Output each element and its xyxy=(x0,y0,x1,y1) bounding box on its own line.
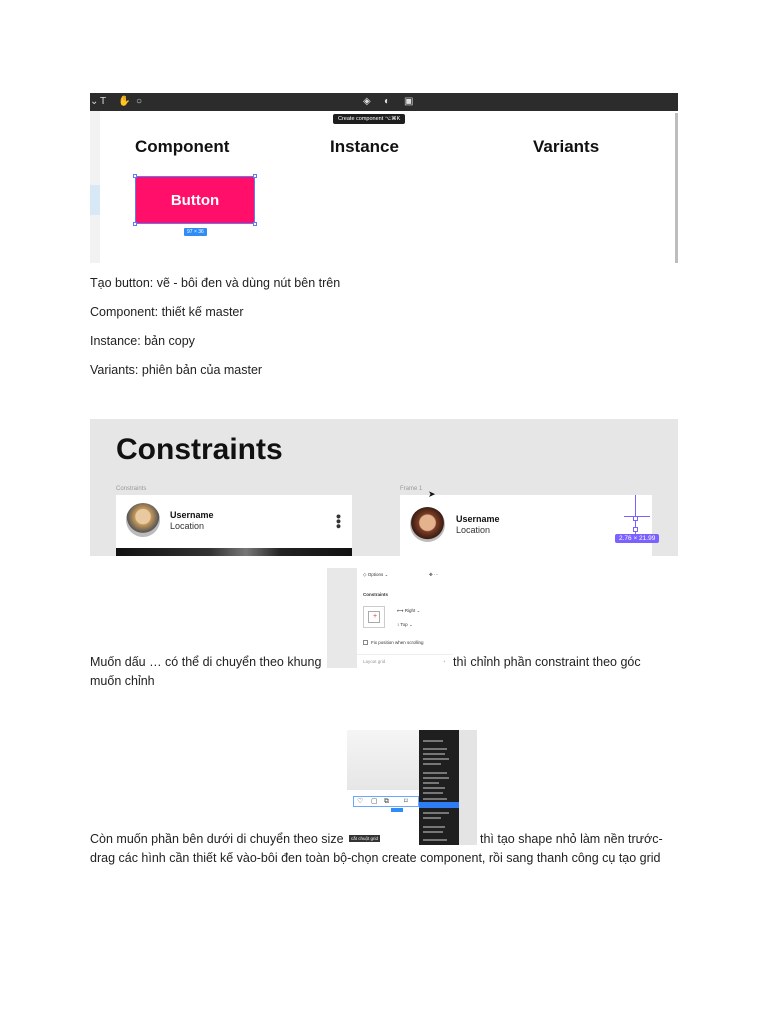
menu-item xyxy=(423,831,443,833)
fix-position-label: Fix position when scrolling xyxy=(371,640,424,645)
share-icon: ⧉ xyxy=(384,798,389,805)
settings-icon: ✥ ··· xyxy=(429,572,439,577)
menu-item xyxy=(423,839,447,841)
menu-item xyxy=(423,753,445,755)
create-component-tooltip: Create component ⌥⌘K xyxy=(333,114,405,124)
menu-item xyxy=(423,758,449,760)
avatar xyxy=(126,503,160,537)
divider xyxy=(357,654,453,655)
menu-item xyxy=(423,763,441,765)
square-icon: ▢ xyxy=(371,798,378,805)
options-header-label: Options xyxy=(367,572,384,577)
instance-heading: Instance xyxy=(330,137,399,156)
selection-handle xyxy=(253,174,257,178)
paragraph-component: Component: thiết kế master xyxy=(90,305,244,319)
tool-row xyxy=(353,796,419,807)
right-frame-label: Frame 1 xyxy=(400,486,423,492)
figma-toolbar xyxy=(90,93,678,111)
selection-label xyxy=(391,808,403,812)
left-frame-label: Constraints xyxy=(116,486,147,492)
fix-position-checkbox xyxy=(363,640,368,645)
add-icon: + xyxy=(443,659,446,664)
right-username: Username xyxy=(456,514,500,524)
panel-side xyxy=(327,568,357,668)
mask-icon: ◐ xyxy=(384,96,391,107)
selection-handle xyxy=(633,527,638,532)
menu-item xyxy=(423,782,439,784)
avatar xyxy=(410,507,445,542)
paragraph-constraint-before: Muốn dấu … có thể di chuyển theo khung xyxy=(90,655,322,669)
dark-image-strip xyxy=(116,548,352,556)
chevron-icon: ⌄ xyxy=(90,96,99,107)
component-icon: ◈ xyxy=(363,96,371,107)
vertical-constraint: ↕ Top ⌄ xyxy=(397,622,413,627)
menu-item xyxy=(423,772,447,774)
right-location: Location xyxy=(456,525,491,535)
paragraph-grid-line2: drag các hình cần thiết kế vào-bôi đen toàn bộ-chọn create component, rồi sang thanh công cụ tạo grid xyxy=(90,851,661,865)
scrollbar xyxy=(675,113,678,263)
menu-item xyxy=(423,826,445,828)
component-heading: Component xyxy=(135,137,230,156)
bottom-label: cắt chuột grid xyxy=(351,836,379,841)
variants-heading: Variants xyxy=(533,137,600,156)
options-header: ◇ Options ⌄ xyxy=(363,572,389,577)
menu-item xyxy=(423,792,443,794)
constraint-plus-icon: + xyxy=(373,613,378,620)
constraints-section: Constraints xyxy=(363,592,389,597)
paragraph-instance: Instance: bản copy xyxy=(90,334,195,348)
menu-item xyxy=(423,748,447,750)
selection-handle xyxy=(133,222,137,226)
layout-grid-label: Layout grid xyxy=(363,659,386,664)
left-username: Username xyxy=(170,510,214,520)
constraints-title: Constraints xyxy=(116,433,283,466)
left-panel-selection xyxy=(90,185,100,215)
menu-item xyxy=(423,777,449,779)
demo-button: Button xyxy=(135,176,255,224)
comment-icon: ○ xyxy=(136,96,143,107)
measure-badge: 2.76 × 21.99 xyxy=(615,534,659,543)
menu-item xyxy=(423,812,449,814)
heart-icon: ♡ xyxy=(357,798,364,805)
left-location: Location xyxy=(170,521,205,531)
menu-item xyxy=(423,740,443,742)
options-panel-screenshot xyxy=(327,568,453,668)
paragraph-variants: Variants: phiên bản của master xyxy=(90,363,263,377)
horizontal-constraint: ⟷ Right ⌄ xyxy=(397,608,421,613)
dimension-badge: 97 × 36 xyxy=(184,228,207,236)
menu-item xyxy=(423,787,445,789)
selection-handle xyxy=(133,174,137,178)
context-menu-screenshot xyxy=(347,730,477,845)
paragraph-grid-after: thì tạo shape nhỏ làm nền trước- xyxy=(480,832,663,846)
vertical-value: Top xyxy=(400,622,408,627)
menu-item xyxy=(423,798,447,800)
text-tool-icon: T xyxy=(100,96,107,107)
hand-tool-icon: ✋ xyxy=(118,96,131,107)
paragraph-constraint-after: thì chỉnh phần constraint theo góc xyxy=(453,655,641,669)
cursor-icon: ➤ xyxy=(428,489,436,499)
menu-item xyxy=(423,817,441,819)
bookmark-icon: ⌑ xyxy=(404,798,408,805)
horizontal-value: Right xyxy=(404,608,416,613)
selection-handle xyxy=(253,222,257,226)
paragraph-create-button: Tạo button: vẽ - bôi đen và dùng nút bên trên xyxy=(90,276,341,290)
paragraph-grid-before: Còn muốn phần bên dưới di chuyển theo size xyxy=(90,832,344,846)
more-icon: ••• xyxy=(331,514,347,529)
constraints-screenshot xyxy=(90,419,678,556)
component-screenshot xyxy=(90,93,678,263)
paragraph-constraint-line2: muốn chỉnh xyxy=(90,674,155,688)
selection-handle xyxy=(633,516,638,521)
boolean-icon: ▣ xyxy=(404,96,414,107)
menu-item-highlighted xyxy=(419,802,459,808)
